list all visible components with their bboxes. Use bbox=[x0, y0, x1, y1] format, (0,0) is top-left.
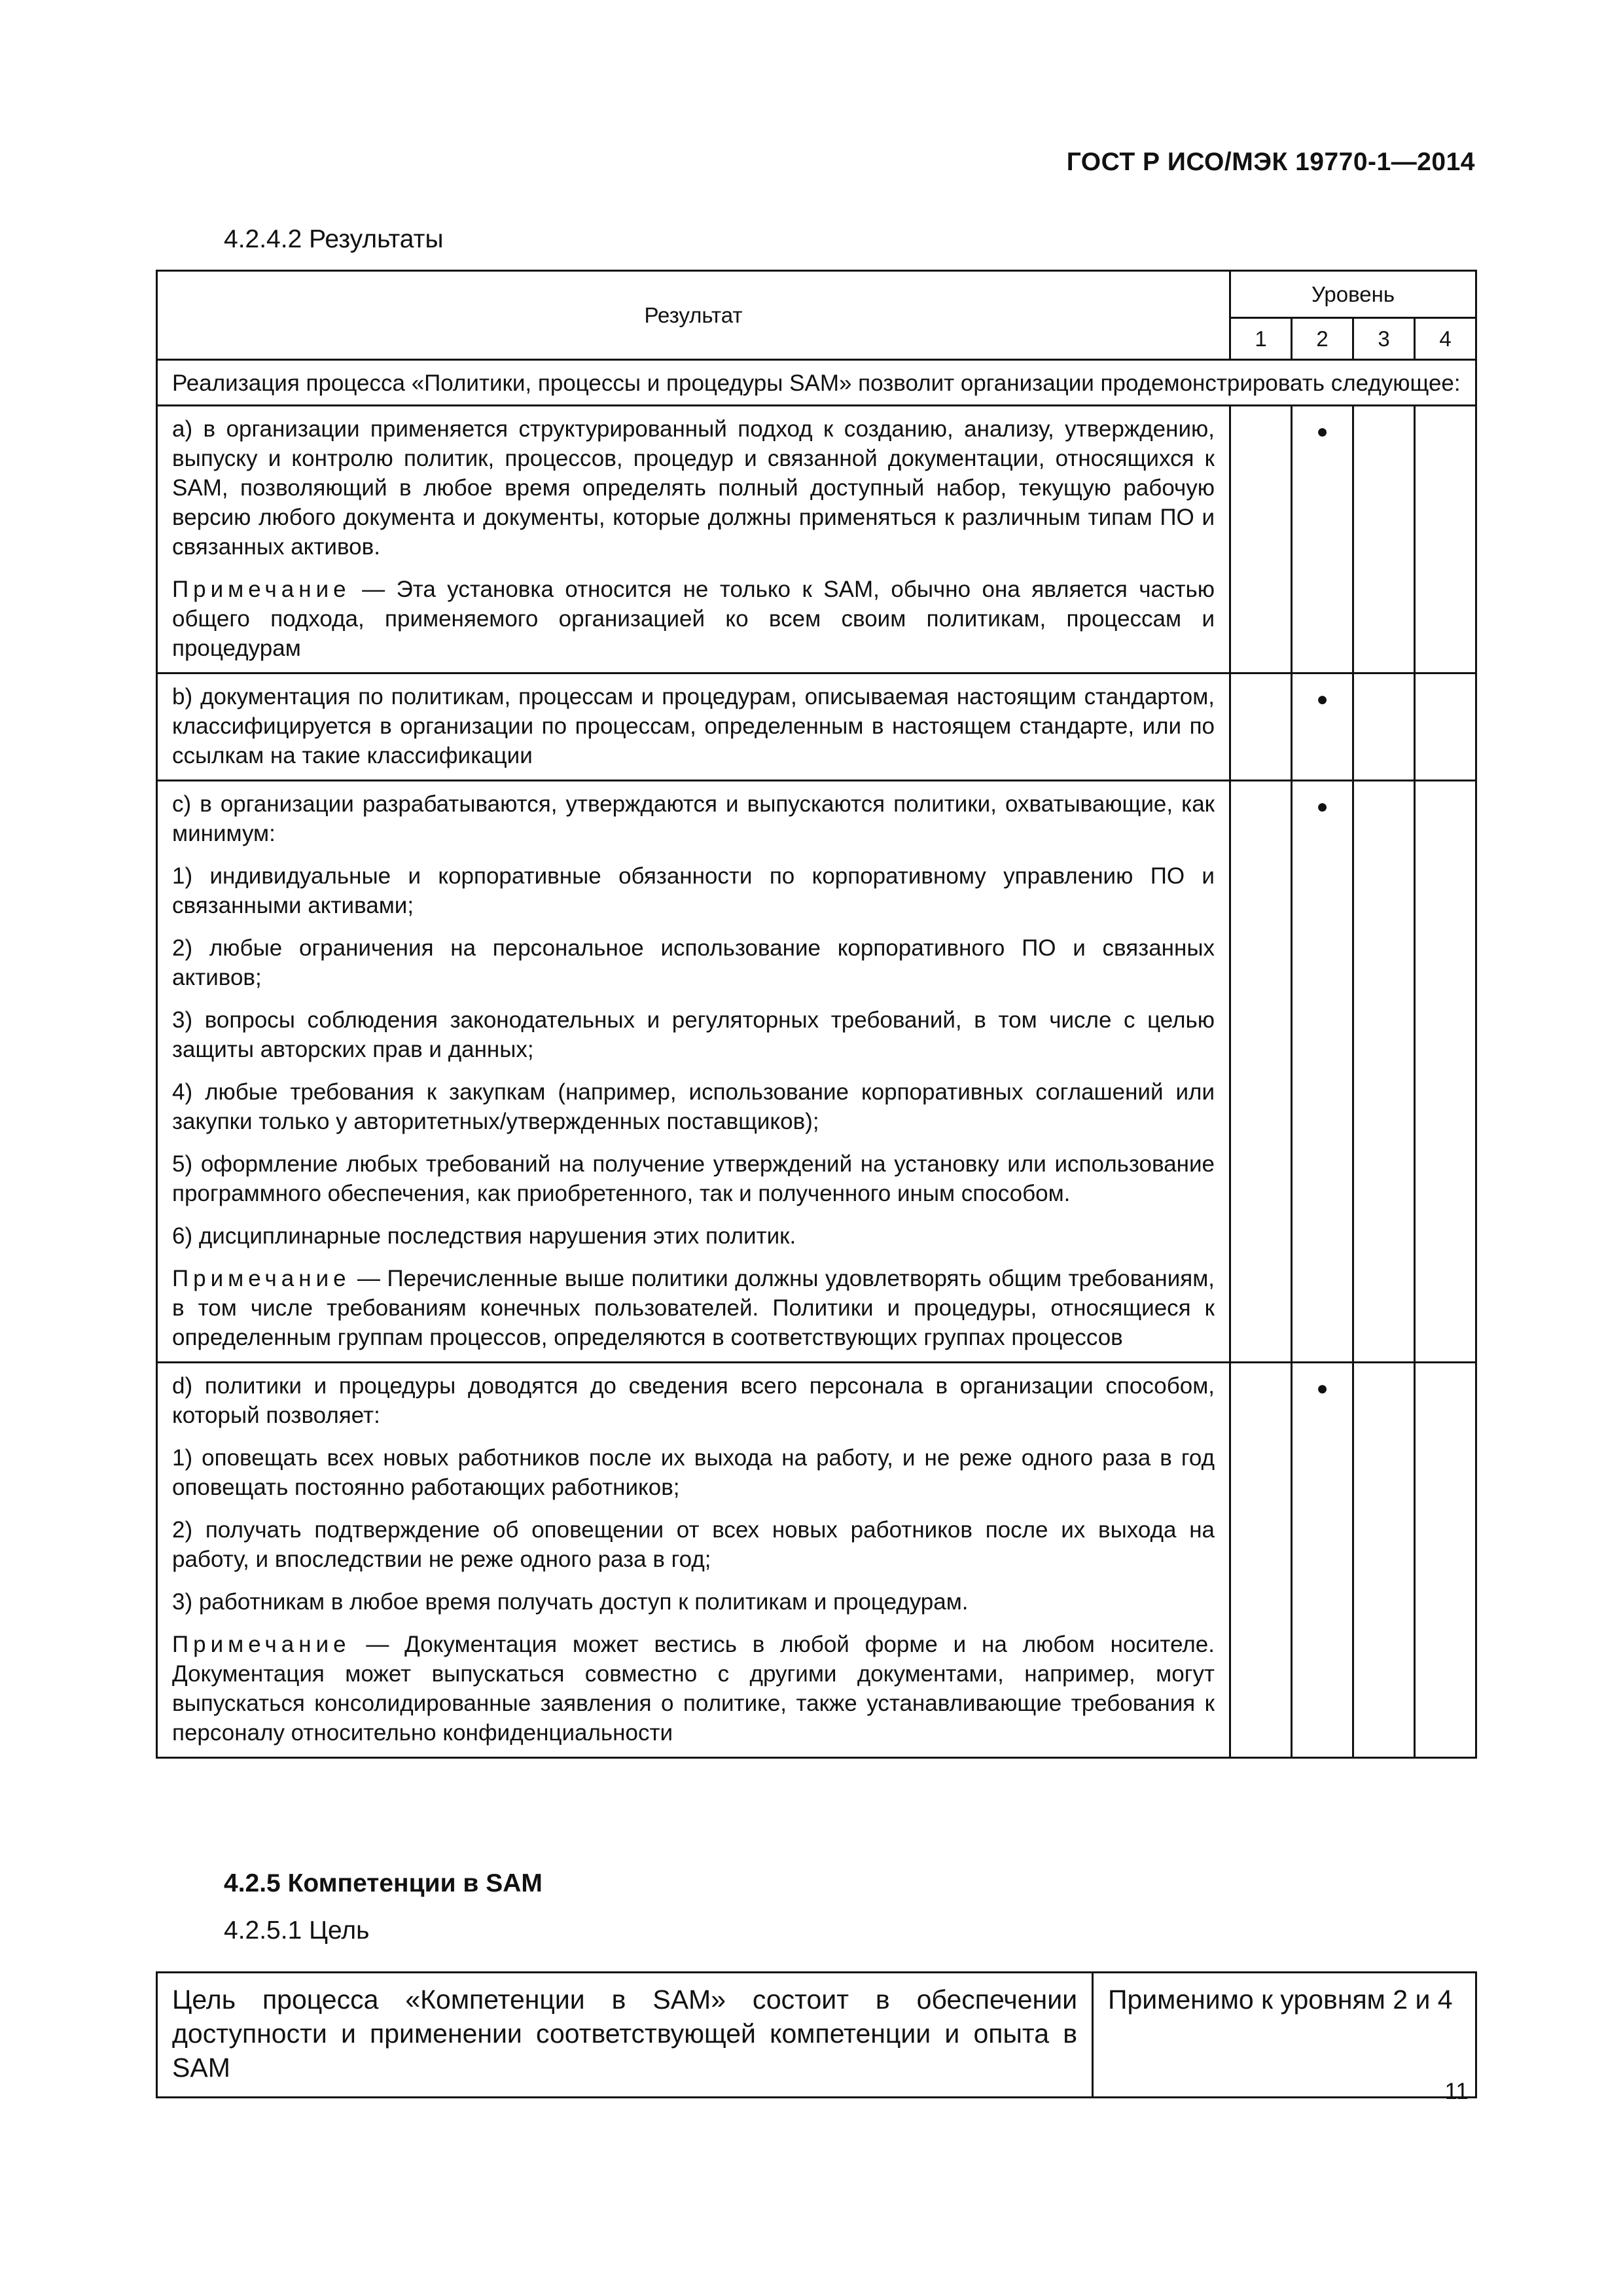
section-heading-results: 4.2.4.2 Результаты bbox=[224, 225, 444, 253]
result-paragraph: d) политики и процедуры доводятся до сведения всего персонала в организации способом, который позволяет: bbox=[172, 1373, 1215, 1428]
result-row bbox=[157, 1363, 1476, 1758]
level-cell-3 bbox=[1353, 1363, 1415, 1758]
result-row bbox=[157, 781, 1476, 1363]
level-cell-2 bbox=[1292, 781, 1353, 1363]
col-header-result: Результат bbox=[157, 271, 1230, 360]
page-number: 11 bbox=[1444, 2079, 1469, 2104]
level-header-3: 3 bbox=[1353, 318, 1415, 360]
note-label: Примечание bbox=[172, 1266, 351, 1291]
level-cell-1 bbox=[1230, 673, 1292, 781]
goal-table bbox=[156, 1971, 1477, 2098]
result-paragraph: 6) дисциплинарные последствия нарушения этих политик. bbox=[172, 1223, 796, 1249]
note-text: — Документация может вестись в любой форме и на любом носителе. Документация может выпускаться совместно с другими документами, например, могут выпускаться консолидированные заявления о политике, также устанавливающие требования к персоналу относительно конфиденциальности bbox=[172, 1632, 1215, 1746]
result-paragraph: 2) получать подтверждение об оповещении от всех новых работников после их выхода на работу, и впоследствии не реже одного раза в год; bbox=[172, 1517, 1215, 1572]
intro-row: Реализация процесса «Политики, процессы и процедуры SAM» позволит организации продемонстрировать следующее: bbox=[157, 360, 1476, 406]
results-table bbox=[156, 270, 1477, 1759]
result-paragraph: 5) оформление любых требований на получение утверждений на установку или использование программного обеспечения, как приобретенного, так и полученного иным способом. bbox=[172, 1151, 1215, 1206]
result-paragraph: a) в организации применяется структурированный подход к созданию, анализу, утверждению, выпуску и контролю политик, процессов, процедур и связанной документации, относящихся к SAM, позволяющий в любое время определять полный доступный набор, текущую рабочую версию любого документа и документы, которые должны применяться к различным типам ПО и связанных активов. bbox=[172, 416, 1215, 560]
level-cell-4 bbox=[1415, 673, 1476, 781]
level-cell-4 bbox=[1415, 781, 1476, 1363]
section-heading-goal: 4.2.5.1 Цель bbox=[224, 1916, 370, 1945]
result-paragraph: b) документация по политикам, процессам и процедурам, описываемая настоящим стандартом, классифицируется в организации по процессам, определенным в настоящем стандарте, или по ссылкам на такие классификации bbox=[172, 684, 1215, 768]
level-bullet-icon: ● bbox=[1316, 796, 1329, 817]
result-paragraph: 1) оповещать всех новых работников после их выхода на работу, и не реже одного раза в год оповещать постоянно работающих работников; bbox=[172, 1445, 1215, 1500]
goal-applicability: Применимо к уровням 2 и 4 bbox=[1093, 1973, 1476, 2098]
level-header-2: 2 bbox=[1292, 318, 1353, 360]
result-text-cell bbox=[157, 781, 1230, 1363]
result-text-cell bbox=[157, 406, 1230, 673]
level-cell-4 bbox=[1415, 1363, 1476, 1758]
note-label: Примечание bbox=[172, 1632, 351, 1657]
result-text-cell bbox=[157, 673, 1230, 781]
result-paragraph: 3) вопросы соблюдения законодательных и регуляторных требований, в том числе с целью защиты авторских прав и данных; bbox=[172, 1007, 1215, 1062]
result-paragraph: 1) индивидуальные и корпоративные обязанности по корпоративному управлению ПО и связанными активами; bbox=[172, 863, 1215, 918]
level-cell-2 bbox=[1292, 1363, 1353, 1758]
result-paragraph: 2) любые ограничения на персональное использование корпоративного ПО и связанных активов; bbox=[172, 935, 1215, 990]
result-text-cell bbox=[157, 1363, 1230, 1758]
level-header-1: 1 bbox=[1230, 318, 1292, 360]
level-cell-1 bbox=[1230, 781, 1292, 1363]
result-note bbox=[172, 575, 1215, 663]
level-cell-3 bbox=[1353, 673, 1415, 781]
result-note bbox=[172, 1630, 1215, 1748]
level-bullet-icon: ● bbox=[1316, 1378, 1329, 1399]
level-cell-1 bbox=[1230, 406, 1292, 673]
level-cell-2 bbox=[1292, 406, 1353, 673]
level-bullet-icon: ● bbox=[1316, 421, 1329, 442]
level-cell-3 bbox=[1353, 781, 1415, 1363]
result-note bbox=[172, 1264, 1215, 1352]
col-header-level: Уровень bbox=[1230, 271, 1476, 318]
level-cell-4 bbox=[1415, 406, 1476, 673]
note-label: Примечание bbox=[172, 577, 351, 602]
result-paragraph: c) в организации разрабатываются, утверждаются и выпускаются политики, охватывающие, как минимум: bbox=[172, 791, 1215, 846]
section-heading-competence: 4.2.5 Компетенции в SAM bbox=[224, 1869, 543, 1897]
result-row bbox=[157, 406, 1476, 673]
level-bullet-icon: ● bbox=[1316, 689, 1329, 710]
goal-text: Цель процесса «Компетенции в SAM» состоит в обеспечении доступности и применении соответствующей компетенции и опыта в SAM bbox=[157, 1973, 1093, 2098]
result-paragraph: 3) работникам в любое время получать доступ к политикам и процедурам. bbox=[172, 1589, 969, 1615]
level-cell-2 bbox=[1292, 673, 1353, 781]
result-row bbox=[157, 673, 1476, 781]
document-id: ГОСТ Р ИСО/МЭК 19770-1—2014 bbox=[1066, 148, 1475, 176]
level-cell-3 bbox=[1353, 406, 1415, 673]
level-header-4: 4 bbox=[1415, 318, 1476, 360]
level-cell-1 bbox=[1230, 1363, 1292, 1758]
result-paragraph: 4) любые требования к закупкам (например, использование корпоративных соглашений или закупки только у авторитетных/утвержденных поставщиков); bbox=[172, 1079, 1215, 1134]
note-text: — Эта установка относится не только к SAM, обычно она является частью общего подхода, применяемого организацией ко всем своим политикам, процессам и процедурам bbox=[172, 577, 1215, 661]
note-text: — Перечисленные выше политики должны удовлетворять общим требованиям, в том числе требованиям конечных пользователей. Политики и процедуры, относящиеся к определенным группам процессов, определяются в соответствующих группах процессов bbox=[172, 1266, 1215, 1350]
